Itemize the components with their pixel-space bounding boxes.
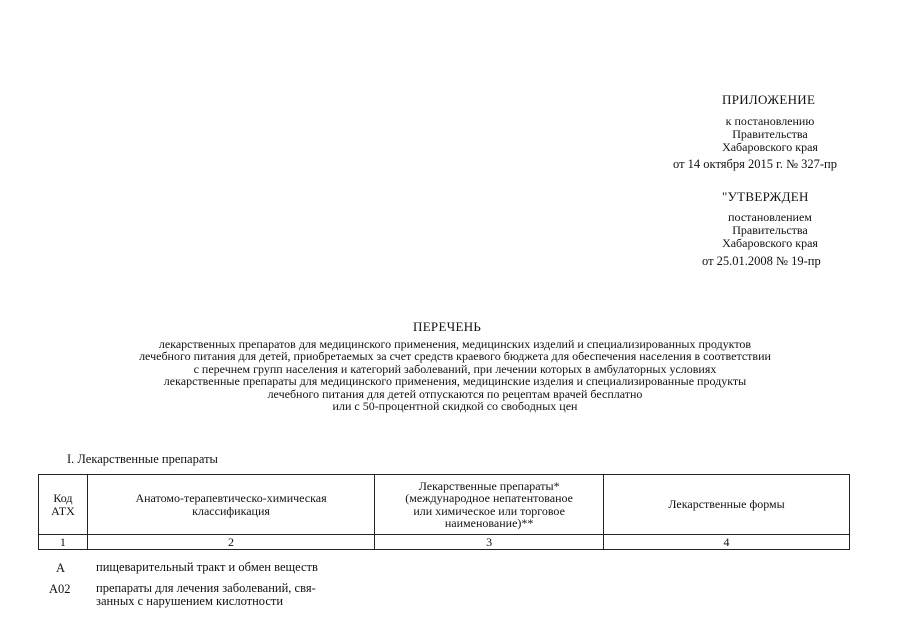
header-code: [39, 475, 88, 535]
header-forms: Лекарственные формы: [604, 475, 850, 535]
appendix-heading: ПРИЛОЖЕНИЕ: [722, 92, 816, 107]
appendix-resolution-line: Хабаровского края: [722, 140, 818, 154]
subtitle-line: или с 50-процентной скидкой со свободных цен: [332, 399, 578, 414]
header-drugs-line: (международное непатентованое: [405, 491, 573, 505]
approved-resolution-line: постановлением: [728, 210, 812, 224]
entry-description: [96, 582, 316, 607]
appendix-resolution-line: Правительства: [732, 127, 808, 141]
approved-date: от 25.01.2008 № 19-пр: [702, 254, 821, 268]
header-classification-line: Анатомо-терапевтическо-химическая: [135, 491, 327, 505]
header-drugs-line: наименование)**: [444, 516, 534, 530]
header-drugs: [375, 475, 604, 535]
header-code-line: Код: [53, 491, 73, 505]
entry-code: А02: [49, 582, 71, 596]
appendix-date: от 14 октября 2015 г. № 327-пр: [673, 157, 837, 171]
approved-resolution-ref: [700, 211, 840, 250]
section-title: I. Лекарственные препараты: [67, 452, 218, 466]
subtitle-line: лечебного питания для детей отпускаются по рецептам врачей бесплатно: [267, 386, 643, 401]
header-classification-line: классификация: [192, 503, 270, 518]
approved-resolution-line: Хабаровского края: [722, 236, 818, 250]
subtitle-line: лекарственных препаратов для медицинского применения, медицинских изделий и специализированных продуктов: [158, 337, 752, 351]
column-number-row: [39, 535, 850, 550]
appendix-resolution-ref: [700, 115, 840, 154]
table-header-row: [39, 475, 850, 535]
entry-code: А: [56, 561, 66, 575]
entry-description-line: препараты для лечения заболеваний, свя-: [96, 581, 316, 595]
column-number: 2: [87, 535, 374, 550]
entry-description-line: занных с нарушением кислотности: [96, 593, 284, 608]
column-number: 4: [604, 535, 850, 550]
document-title: ПЕРЕЧЕНЬ: [413, 319, 482, 334]
header-code-line: АТХ: [51, 503, 75, 518]
subtitle-line: лекарственные препараты для медицинского применения, медицинские изделия и специализированные продукты: [163, 374, 747, 389]
header-drugs-line: Лекарственные препараты*: [418, 478, 560, 493]
document-subtitle: [60, 338, 850, 412]
subtitle-line: лечебного питания для детей, приобретаемых за счет средств краевого бюджета для обеспечения населения в соответствии: [139, 349, 771, 364]
column-number: 1: [39, 535, 88, 550]
drug-table: [38, 474, 850, 550]
entry-description: пищеварительный тракт и обмен веществ: [96, 560, 318, 574]
appendix-resolution-line: к постановлению: [725, 114, 815, 128]
approved-resolution-line: Правительства: [732, 223, 808, 237]
header-drugs-line: или химическое или торговое: [413, 503, 565, 518]
column-number: 3: [375, 535, 604, 550]
header-classification: [87, 475, 374, 535]
approved-heading: "УТВЕРЖДЕН: [722, 189, 809, 204]
subtitle-line: с перечнем групп населения и категорий заболеваний, при лечении которых в амбулаторных условиях: [193, 361, 717, 376]
